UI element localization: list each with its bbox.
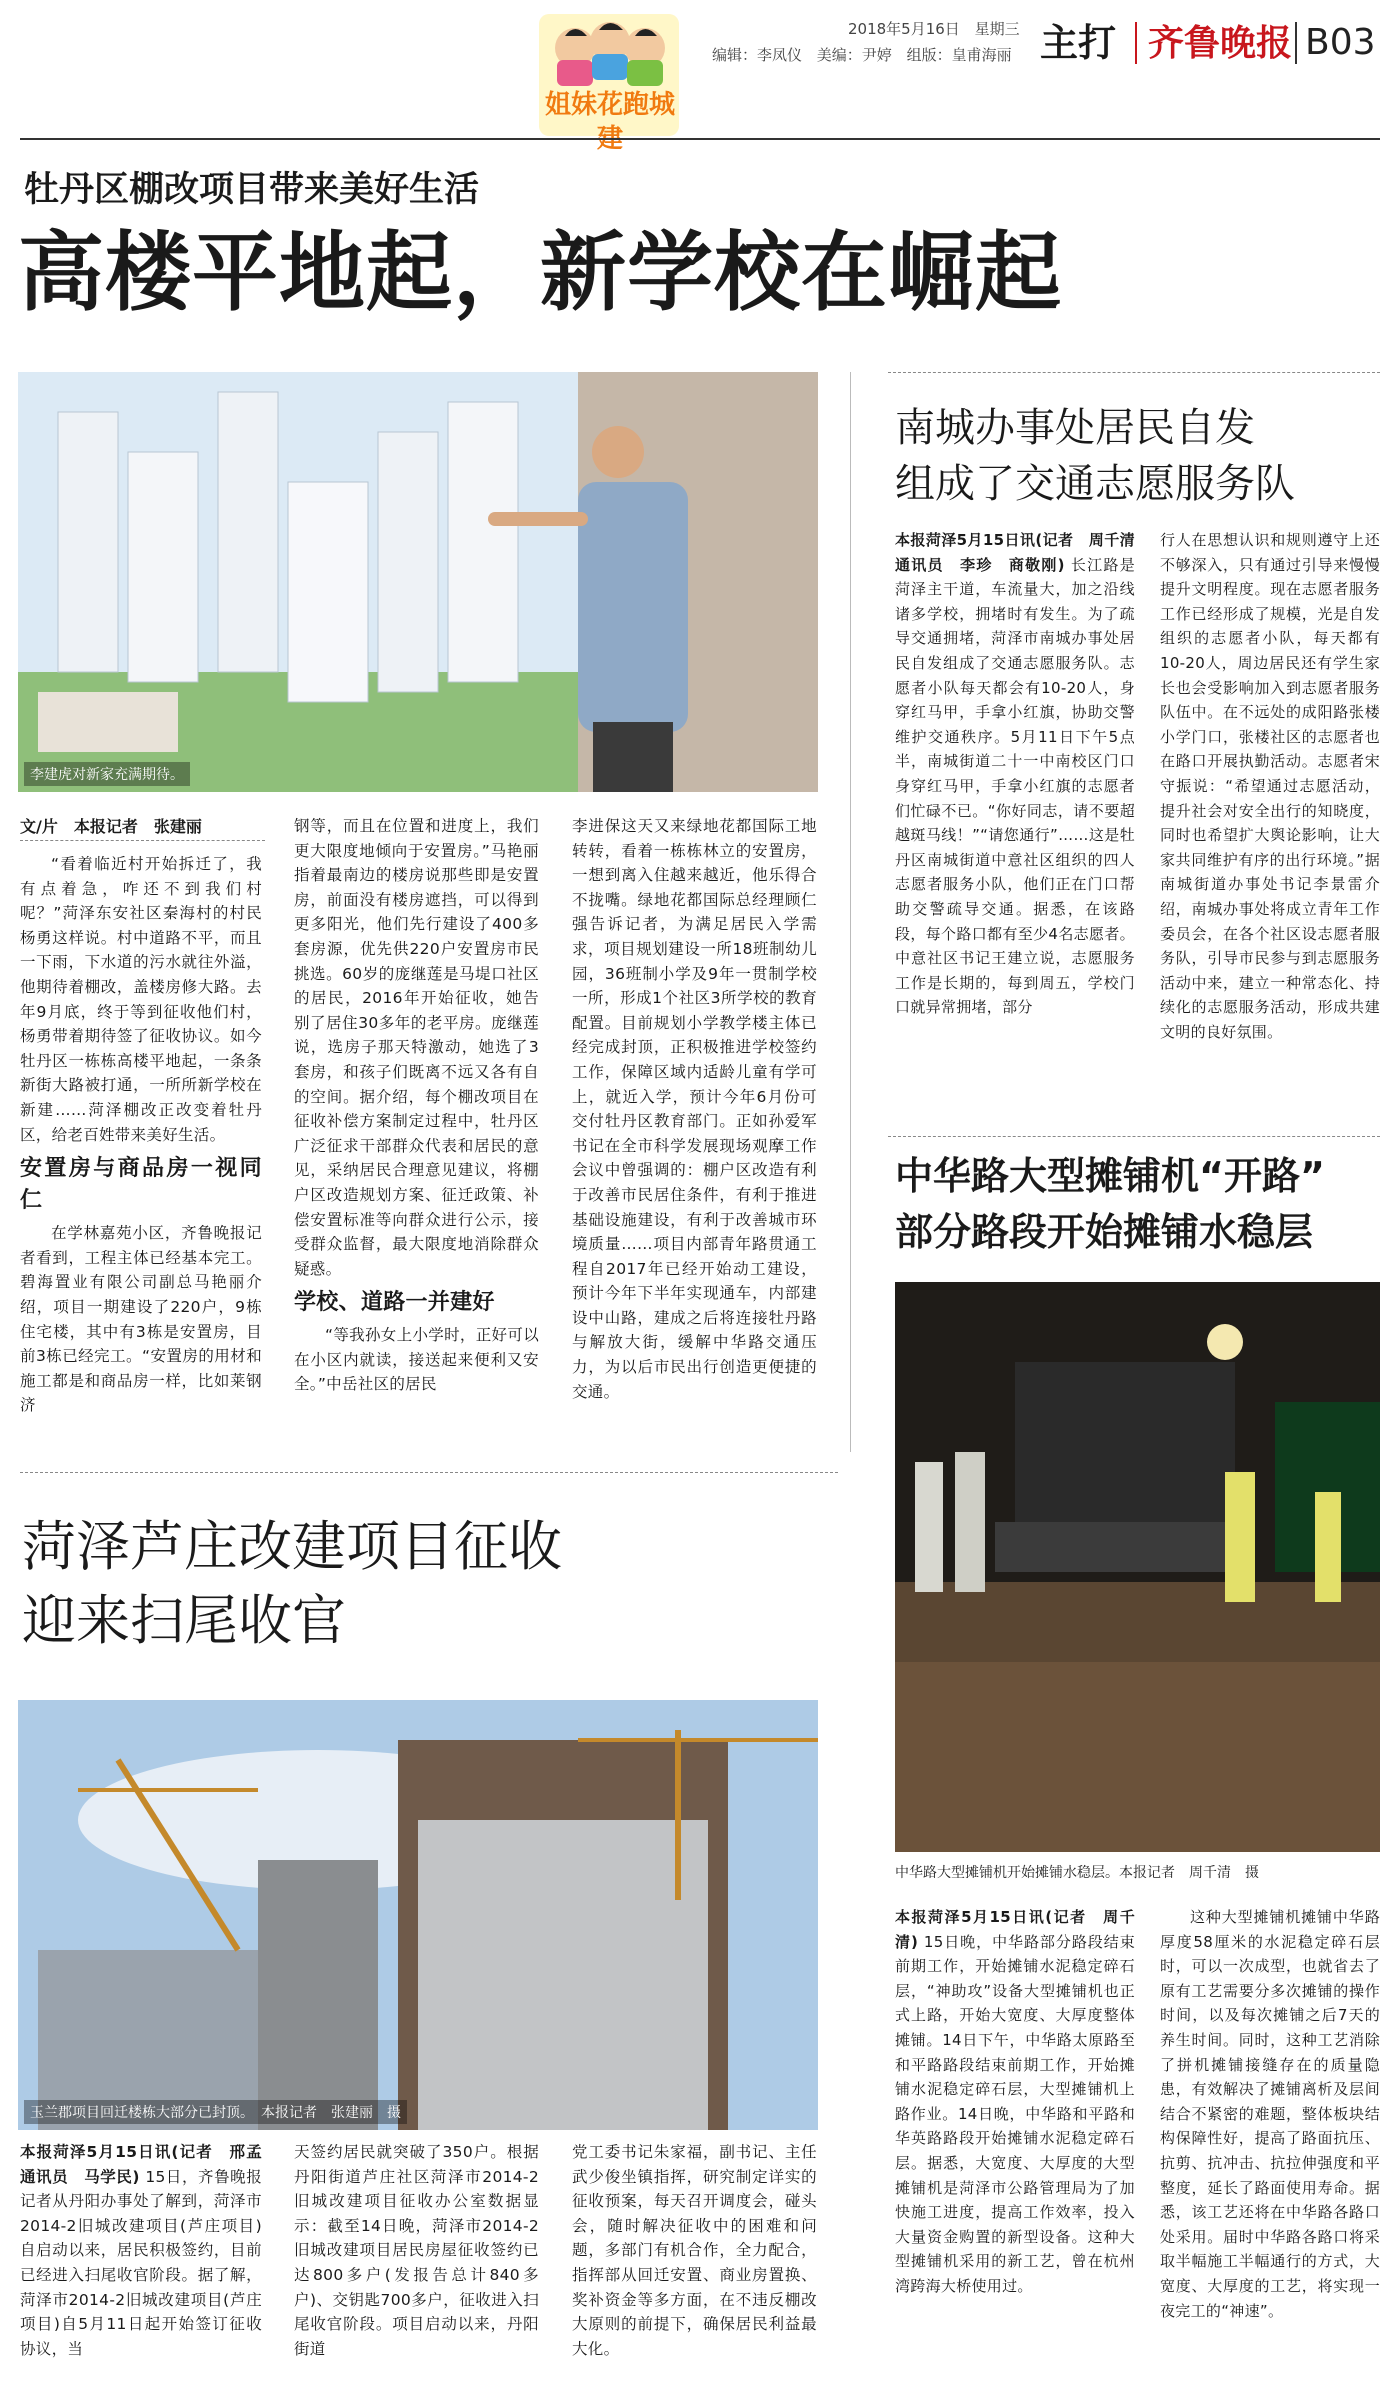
story4-column-1 [20, 2140, 262, 2380]
editorial-credits [712, 44, 1012, 65]
story3-column-1 [895, 1905, 1135, 2375]
story2-col1-text: 长江路是菏泽主干道，车流量大，加之沿线诸多学校，拥堵时有发生。为了疏导交通拥堵，菏泽市南城办事处居民自发组成了交通志愿服务队。志愿者小队每天都会有10-20人，身穿红马甲，手拿小红旗，协助交警维护交通秩序。5月11日下午5点半，南城街道二十一中南校区门口身穿红马甲，手拿小红旗的志愿者们忙碌不已。“你好同志，请不要超越斑马线！”“请您通行”……这是牡丹区南城街道中意社区组织的四人志愿者服务小队，他们正在门口帮助交警疏导交通。据悉，在该路段，每个路口都有至少4名志愿者。中意社区书记王建立说，志愿服务工作是长期的，每到周五，学校门口就异常拥堵，部分 [895, 555, 1135, 1017]
story3-caption-text: 中华路大型摊铺机开始摊铺水稳层。本报记者 周千清 摄 [895, 1865, 1259, 1881]
story3-caption-bar [895, 1862, 1380, 1882]
page-number: B03 [1305, 22, 1376, 63]
story1-col1-text: “看着临近村开始拆迁了，我有点着急，咋还不到我们村呢？”菏泽东安社区秦海村的村民杨勇这样说。村中道路不平，而且一下雨，下水道的污水就往外溢，他期待着棚改，盖楼房修大路。去年9月底，终于等到征收他们村，杨勇带着期待签了征收协议。如今牡丹区一栋栋高楼平地起，一条条新街大路被打通，一所所新学校在新建……菏泽棚改正改变着牡丹区，给老百姓带来美好生活。 [20, 855, 262, 1144]
story3-photo [895, 1282, 1380, 1852]
story4-headline-line2: 迎来扫尾收官 [22, 1589, 346, 1652]
proofreader-credit: 组版：皇甫海丽 [906, 46, 1012, 64]
story1-column-2 [294, 814, 539, 1454]
newspaper-name: 齐鲁晚报 [1148, 22, 1293, 64]
road-paver-image [895, 1282, 1380, 1852]
story2-headline [895, 400, 1295, 512]
story3-col2-text: 这种大型摊铺机摊铺中华路厚度58厘米的水泥稳定碎石层时，可以一次成型，也就省去了原有工艺需要分多次摊铺的操作时间，以及每次摊铺之后7天的养生时间。同时，这种工艺消除了拼机摊铺接缝存在的质量隐患，有效解决了摊铺离析及层间结合不紧密的难题，整体板块结构保障性好，提高了路面抗压、抗剪、抗冲击、抗拉伸强度和平整度，延长了路面使用寿命。据悉，该工艺还将在中华路各路口处采用。届时中华路各路口将采取半幅施工半幅通行的方式，大宽度、大厚度的工艺，将实现一夜完工的“神速”。 [1160, 1908, 1380, 2320]
story4-col2-text: 天签约居民就突破了350户。根据丹阳街道芦庄社区菏泽市2014-2旧城改建项目征收办公室数据显示：截至14日晚，菏泽市2014-2旧城改建项目居民房屋征收签约已达800多户(发报告总计840多户)、交钥匙700多户，征收进入扫尾收官阶段。项目启动以来，丹阳街道 [294, 2143, 539, 2358]
story4-col1-text: 15日，齐鲁晚报记者从丹阳办事处了解到，菏泽市2014-2旧城改建项目(芦庄项目)自启动以来，居民积极签约，目前已经进入扫尾收官阶段。据了解，菏泽市2014-2旧城改建项目(芦庄项目)自5月11日起开始签订征收协议，当 [20, 2167, 262, 2358]
masthead-divider-2 [1295, 22, 1297, 64]
editor-credit: 编辑：李凤仪 [712, 46, 803, 64]
story4-column-3 [572, 2140, 817, 2380]
story1-col3-text: 李进保这天又来绿地花都国际工地转转，看着一栋栋林立的安置房，一想到离入住越来越近，他乐得合不拢嘴。绿地花都国际总经理顾仁强告诉记者，为满足居民入学需求，项目规划建设一所18班制幼儿园，36班制小学及9年一贯制学校一所，形成1个社区3所学校的教育配置。目前规划小学教学楼主体已经完成封顶，正积极推进学校签约工作，保障区域内适龄儿童有学可上，就近入学，预计今年6月份可交付牡丹区教育部门。正如孙爱军书记在全市科学发展现场观摩工作会议中曾强调的：棚户区改造有利于改善市民居住条件，有利于推进基础设施建设，有利于改善城市环境质量……项目内部青年路贯通工程自2017年已经开始动工建设，预计今年下半年实现通车，内部建设中山路，建成之后将连接牡丹路与解放大街，缓解中华路交通压力，为以后市民出行创造更便捷的交通。 [572, 817, 817, 1401]
building-rendering-image [18, 372, 818, 792]
story4-column-2 [294, 2140, 539, 2380]
story1-col2b-text: “等我孙女上小学时，正好可以在小区内就读，接送起来便利又安全。”中岳社区的居民 [294, 1326, 539, 1394]
story1-subhead-1: 安置房与商品房一视同仁 [20, 1156, 262, 1214]
story1-col2-text: 钢等，而且在位置和进度上，我们更大限度地倾向于安置房。”马艳丽指着最南边的楼房说那些即是安置房，前面没有楼房遮挡，可以得到更多阳光，他们先行建设了400多套房源，优先供220户安置房市民挑选。60岁的庞继莲是马堤口社区的居民，2016年开始征收，她告别了居住30多年的老平房。庞继莲说，选房子那天特激动，她选了3套房，和孩子们既离不远又各有自的空间。据介绍，每个棚改项目在征收补偿方案制定过程中，牡丹区广泛征求干部群众代表和居民的意见，采纳居民合理意见建议，将棚户区改造规划方案、征迁政策、补偿安置标准等向群众进行公示，接受群众监督，最大限度地消除群众疑惑。 [294, 817, 539, 1278]
story2-column-2 [1160, 528, 1380, 1128]
logo-text: 姐妹花跑城建 [544, 90, 675, 154]
story2-headline-line1: 南城办事处居民自发 [895, 405, 1255, 451]
story3-col1-text: 15日晚，中华路部分路段结束前期工作，开始摊铺水泥稳定碎石层，“神助攻”设备大型摊铺机也正式上路，开始大宽度、大厚度整体摊铺。14日下午，中华路太原路至和平路路段结束前期工作，开始摊铺水泥稳定碎石层，大型摊铺机上路作业。14日晚，中华路和平路和华英路路段开始摊铺水泥稳定碎石层。据悉，大宽度、大厚度的大型摊铺机是菏泽市公路管理局为了加快施工进度，提高工作效率，投入大量资金购置的新型设备。这种大型摊铺机采用的新工艺，曾在杭州湾跨海大桥使用过。 [895, 1932, 1135, 2295]
story3-top-rule [888, 1136, 1380, 1137]
story1-column-1 [20, 852, 262, 1452]
story2-lead: 本报菏泽5月15日讯(记者 周千清 通讯员 李珍 商敬刚) [895, 531, 1135, 574]
story3-headline [895, 1148, 1325, 1260]
story1-column-3 [572, 814, 817, 1454]
designer-credit: 美编：尹婷 [816, 46, 892, 64]
story2-col2-text: 行人在思想认识和规则遵守上还不够深入，只有通过引导来慢慢提升文明程度。现在志愿者服务工作已经形成了规模，光是自发组织的志愿者小队，每天都有10-20人，周边居民还有学生家长也会受影响加入到志愿者服务队伍中。在不远处的成阳路张楼小学门口，张楼社区的志愿者也在路口开展执勤活动。志愿者宋守振说：“希望通过志愿活动，提升社会对安全出行的知晓度，同时也希望扩大舆论影响，让大家共同维护有序的出行环境。”据南城街道办事处书记李景雷介绍，南城办事处将成立青年工作委员会，在各个社区设志愿者服务队，引导市民参与到志愿服务活动中来，建立一种常态化、持续化的志愿服务活动，形成共建文明的良好氛围。 [1160, 531, 1380, 1041]
story4-photo-caption: 玉兰郡项目回迁楼栋大部分已封顶。 本报记者 张建丽 摄 [24, 2100, 407, 2124]
story2-column-1 [895, 528, 1135, 1128]
story4-photo [18, 1700, 818, 2130]
story4-col3-text: 党工委书记朱家福，副书记、主任武少俊坐镇指挥，研究制定详实的征收预案，每天召开调度会，碰头会，随时解决征收中的困难和问题，多部门有机合作，全力配合，指挥部从回迁安置、商业房置换、奖补资金等多方面，在不违反棚改大原则的前提下，确保居民利益最大化。 [572, 2143, 817, 2358]
story1-byline: 文/片 本报记者 张建丽 [20, 817, 202, 836]
story3-headline-line1: 中华路大型摊铺机“开路” [895, 1154, 1325, 1198]
story1-photo [18, 372, 818, 792]
story2-headline-line2: 组成了交通志愿服务队 [895, 461, 1295, 507]
byline-rule [20, 840, 265, 841]
story4-headline [22, 1510, 562, 1658]
masthead-divider [1135, 22, 1137, 64]
masthead-rule [20, 138, 1380, 140]
weekday-text: 星期三 [974, 20, 1020, 38]
story3-headline-line2: 部分路段开始摊铺水稳层 [895, 1210, 1314, 1254]
story1-photo-caption: 李建虎对新家充满期待。 [24, 762, 190, 786]
construction-site-image [18, 1700, 818, 2130]
story2-top-rule [888, 372, 1380, 373]
story4-headline-line1: 菏泽芦庄改建项目征收 [22, 1515, 562, 1578]
story4-lead: 本报菏泽5月15日讯(记者 邢孟 通讯员 马学民) [20, 2143, 262, 2186]
issue-date [848, 18, 1020, 39]
date-text: 2018年5月16日 [848, 20, 960, 38]
story3-lead: 本报菏泽5月15日讯(记者 周千清) [895, 1908, 1135, 1951]
story1-kicker: 牡丹区棚改项目带来美好生活 [24, 170, 480, 210]
story3-column-2 [1160, 1905, 1380, 2375]
column-divider [850, 372, 851, 1452]
story1-subhead-2: 学校、道路一并建好 [294, 1290, 495, 1316]
story1-col1b-text: 在学林嘉苑小区，齐鲁晚报记者看到，工程主体已经基本完工。碧海置业有限公司副总马艳丽介绍，项目一期建设了220户，9栋住宅楼，其中有3栋是安置房，目前3栋已经完工。“安置房的用材和施工都是和商品房一样，比如莱钢济 [20, 1224, 262, 1415]
section-logo [535, 8, 685, 154]
section-name: 主打 [1040, 21, 1117, 65]
story4-top-rule [20, 1472, 838, 1473]
story1-headline: 高楼平地起，新学校在崛起 [18, 223, 1062, 323]
